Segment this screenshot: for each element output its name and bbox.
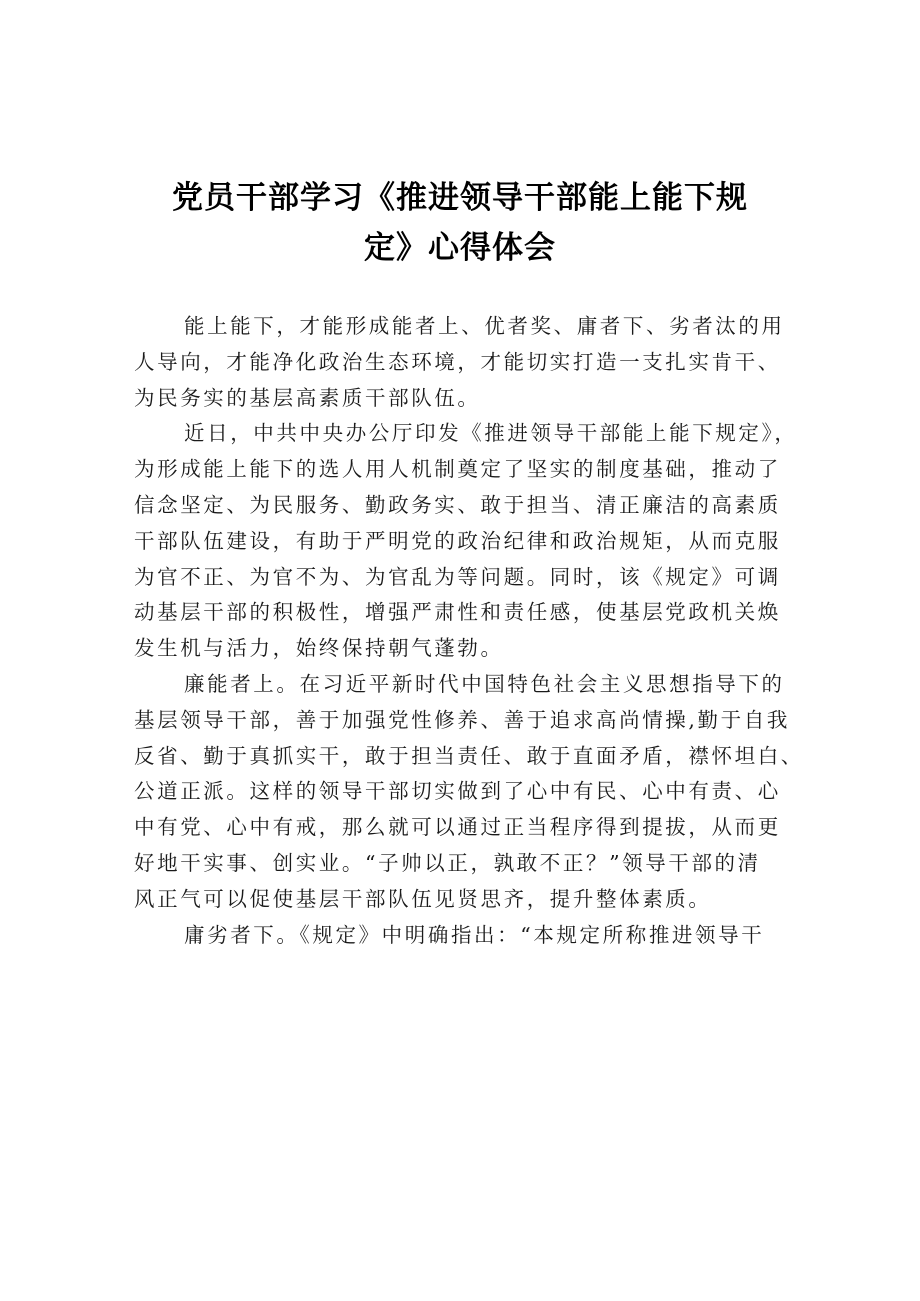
text-line: 信念坚定、为民服务、勤政务实、敢于担当、清正廉洁的高素质 bbox=[134, 492, 781, 517]
text-line: 发生机与活力，始终保持朝气蓬勃。 bbox=[134, 636, 504, 661]
paragraph-2 bbox=[134, 416, 796, 667]
text-line: 风正气可以促使基层干部队伍见贤思齐，提升整体素质。 bbox=[134, 886, 712, 911]
text-line: 为官不正、为官不为、为官乱为等问题。同时，该《规定》可调 bbox=[134, 564, 781, 589]
text-line: 公道正派。这样的领导干部切实做到了心中有民、心中有责、心 bbox=[134, 779, 781, 804]
title-line-1: 党员干部学习《推进领导干部能上能下规 bbox=[172, 179, 748, 216]
text-line: 庸劣者下。《规定》中明确指出：“本规定所称推进领导干 bbox=[184, 922, 765, 947]
text-line: 好地干实事、创实业。“子帅以正，孰敢不正？”领导干部的清 bbox=[134, 850, 761, 875]
document-body bbox=[134, 309, 804, 953]
title-line-2: 定》心得体会 bbox=[364, 229, 556, 266]
text-line: 近日，中共中央办公厅印发《推进领导干部能上能下规定》， bbox=[184, 421, 798, 446]
text-line: 人导向，才能净化政治生态环境，才能切实打造一支扎实肯干、 bbox=[134, 349, 781, 374]
text-line: 反省、勤于真抓实干，敢于担当责任、敢于直面矛盾，襟怀坦白、 bbox=[134, 743, 804, 768]
text-line: 为民务实的基层高素质干部队伍。 bbox=[134, 385, 481, 410]
paragraph-1 bbox=[134, 309, 796, 416]
text-line: 廉能者上。在习近平新时代中国特色社会主义思想指导下的 bbox=[184, 671, 785, 696]
document-title bbox=[0, 173, 920, 273]
text-line: 基层领导干部，善于加强党性修养、善于追求高尚情操,勤于自我 bbox=[134, 707, 790, 732]
text-line: 动基层干部的积极性，增强严肃性和责任感，使基层党政机关焕 bbox=[134, 600, 781, 625]
text-line: 中有党、心中有戒，那么就可以通过正当程序得到提拔，从而更 bbox=[134, 815, 781, 840]
text-line: 能上能下，才能形成能者上、优者奖、庸者下、劣者汰的用 bbox=[184, 314, 785, 338]
text-line: 干部队伍建设，有助于严明党的政治纪律和政治规矩，从而克服 bbox=[134, 528, 781, 553]
paragraph-4 bbox=[134, 918, 796, 954]
paragraph-3 bbox=[134, 667, 804, 918]
text-line: 为形成能上能下的选人用人机制奠定了坚实的制度基础，推动了 bbox=[134, 457, 781, 482]
